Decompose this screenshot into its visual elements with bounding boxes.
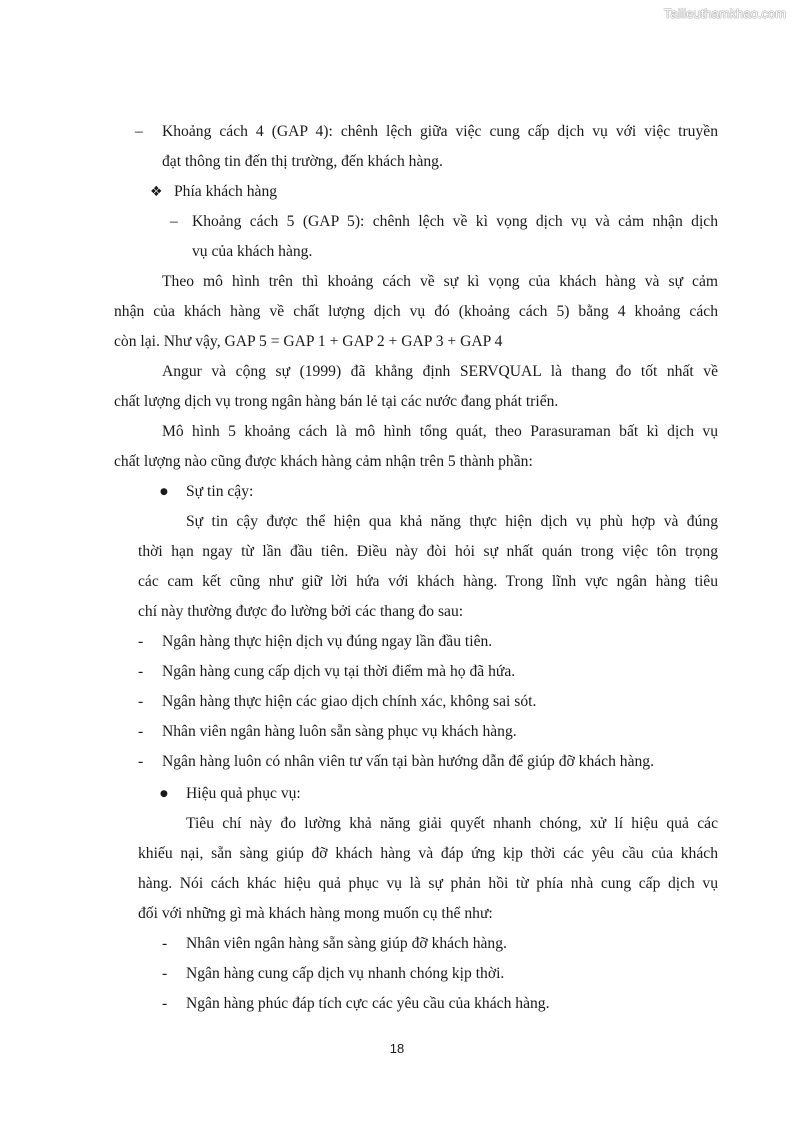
gap5-line1: Khoảng cách 5 (GAP 5): chênh lệch về kì vọng dịch vụ và cảm nhận dịch — [192, 213, 718, 230]
gap5-line2: vụ của khách hàng. — [192, 243, 313, 260]
para-angur-line2: chất lượng dịch vụ trong ngân hàng bán lẻ tại các nước đang phát triển. — [114, 393, 559, 410]
dash-marker: - — [138, 663, 144, 680]
dash-marker: - — [138, 693, 144, 710]
responsiveness-line4: đối với những gì mà khách hàng mong muốn cụ thể như: — [138, 905, 493, 922]
reliability-item: Ngân hàng cung cấp dịch vụ tại thời điểm mà họ đã hứa. — [162, 663, 516, 680]
dash-marker: - — [162, 995, 168, 1012]
para-five-gaps-line2: chất lượng nào cũng được khách hàng cảm nhận trên 5 thành phần: — [114, 453, 533, 470]
reliability-item: Nhân viên ngân hàng luôn sẵn sàng phục vụ khách hàng. — [162, 723, 517, 740]
reliability-item: Ngân hàng thực hiện dịch vụ đúng ngay lần đầu tiên. — [162, 633, 493, 650]
bullet-icon: ● — [160, 487, 168, 497]
endash-marker: – — [135, 123, 143, 140]
para-angur-line1: Angur và cộng sự (1999) đã khẳng định SERVQUAL là thang đo tốt nhất về — [162, 363, 718, 380]
page-number: 18 — [389, 1041, 405, 1056]
para-model-line3: còn lại. Như vậy, GAP 5 = GAP 1 + GAP 2 + GAP 3 + GAP 4 — [114, 333, 503, 350]
dash-marker: - — [162, 965, 168, 982]
reliability-heading: Sự tin cậy: — [186, 483, 254, 500]
gap4-line2: đạt thông tin đến thị trường, đến khách hàng. — [162, 153, 443, 170]
responsiveness-line3: hàng. Nói cách khác hiệu quả phục vụ là sự phản hồi từ phía nhà cung cấp dịch vụ — [138, 875, 718, 892]
responsiveness-item: Nhân viên ngân hàng sẵn sàng giúp đỡ khách hàng. — [186, 935, 507, 952]
reliability-line1: Sự tin cậy được thể hiện qua khả năng thực hiện dịch vụ phù hợp và đúng — [186, 513, 718, 530]
reliability-line2: thời hạn ngay từ lần đầu tiên. Điều này đòi hỏi sự nhất quán trong việc tôn trọng — [138, 543, 718, 560]
reliability-line3: các cam kết cũng như giữ lời hứa với khách hàng. Trong lĩnh vực ngân hàng tiêu — [138, 573, 718, 590]
bullet-icon: ● — [160, 789, 168, 799]
para-model-line1: Theo mô hình trên thì khoảng cách về sự kì vọng của khách hàng và sự cảm — [162, 273, 718, 290]
watermark: Tailieuthamkhao.com — [663, 6, 786, 21]
responsiveness-item: Ngân hàng cung cấp dịch vụ nhanh chóng kịp thời. — [186, 965, 505, 982]
dash-marker: - — [162, 935, 168, 952]
para-five-gaps-line1: Mô hình 5 khoảng cách là mô hình tổng quát, theo Parasuraman bất kì dịch vụ — [162, 423, 718, 440]
responsiveness-item: Ngân hàng phúc đáp tích cực các yêu cầu của khách hàng. — [186, 995, 550, 1012]
responsiveness-heading: Hiệu quả phục vụ: — [186, 785, 301, 802]
dash-marker: - — [138, 723, 144, 740]
customer-side-heading: Phía khách hàng — [174, 183, 278, 200]
responsiveness-line2: khiếu nại, sẵn sàng giúp đỡ khách hàng và đáp ứng kịp thời các yêu cầu của khách — [138, 845, 718, 862]
dash-marker: - — [138, 633, 144, 650]
diamond-bullet-icon: ❖ — [150, 184, 163, 200]
endash-marker: – — [170, 213, 178, 230]
reliability-item: Ngân hàng thực hiện các giao dịch chính xác, không sai sót. — [162, 693, 537, 710]
responsiveness-line1: Tiêu chí này đo lường khả năng giải quyết nhanh chóng, xử lí hiệu quả các — [186, 815, 718, 832]
dash-marker: - — [138, 753, 144, 770]
reliability-item: Ngân hàng luôn có nhân viên tư vấn tại bàn hướng dẫn để giúp đỡ khách hàng. — [162, 753, 654, 770]
gap4-line1: Khoảng cách 4 (GAP 4): chênh lệch giữa việc cung cấp dịch vụ với việc truyền — [162, 123, 718, 140]
para-model-line2: nhận của khách hàng về chất lượng dịch vụ đó (khoảng cách 5) bằng 4 khoảng cách — [114, 303, 718, 320]
reliability-line4: chí này thường được đo lường bởi các thang đo sau: — [138, 603, 464, 620]
